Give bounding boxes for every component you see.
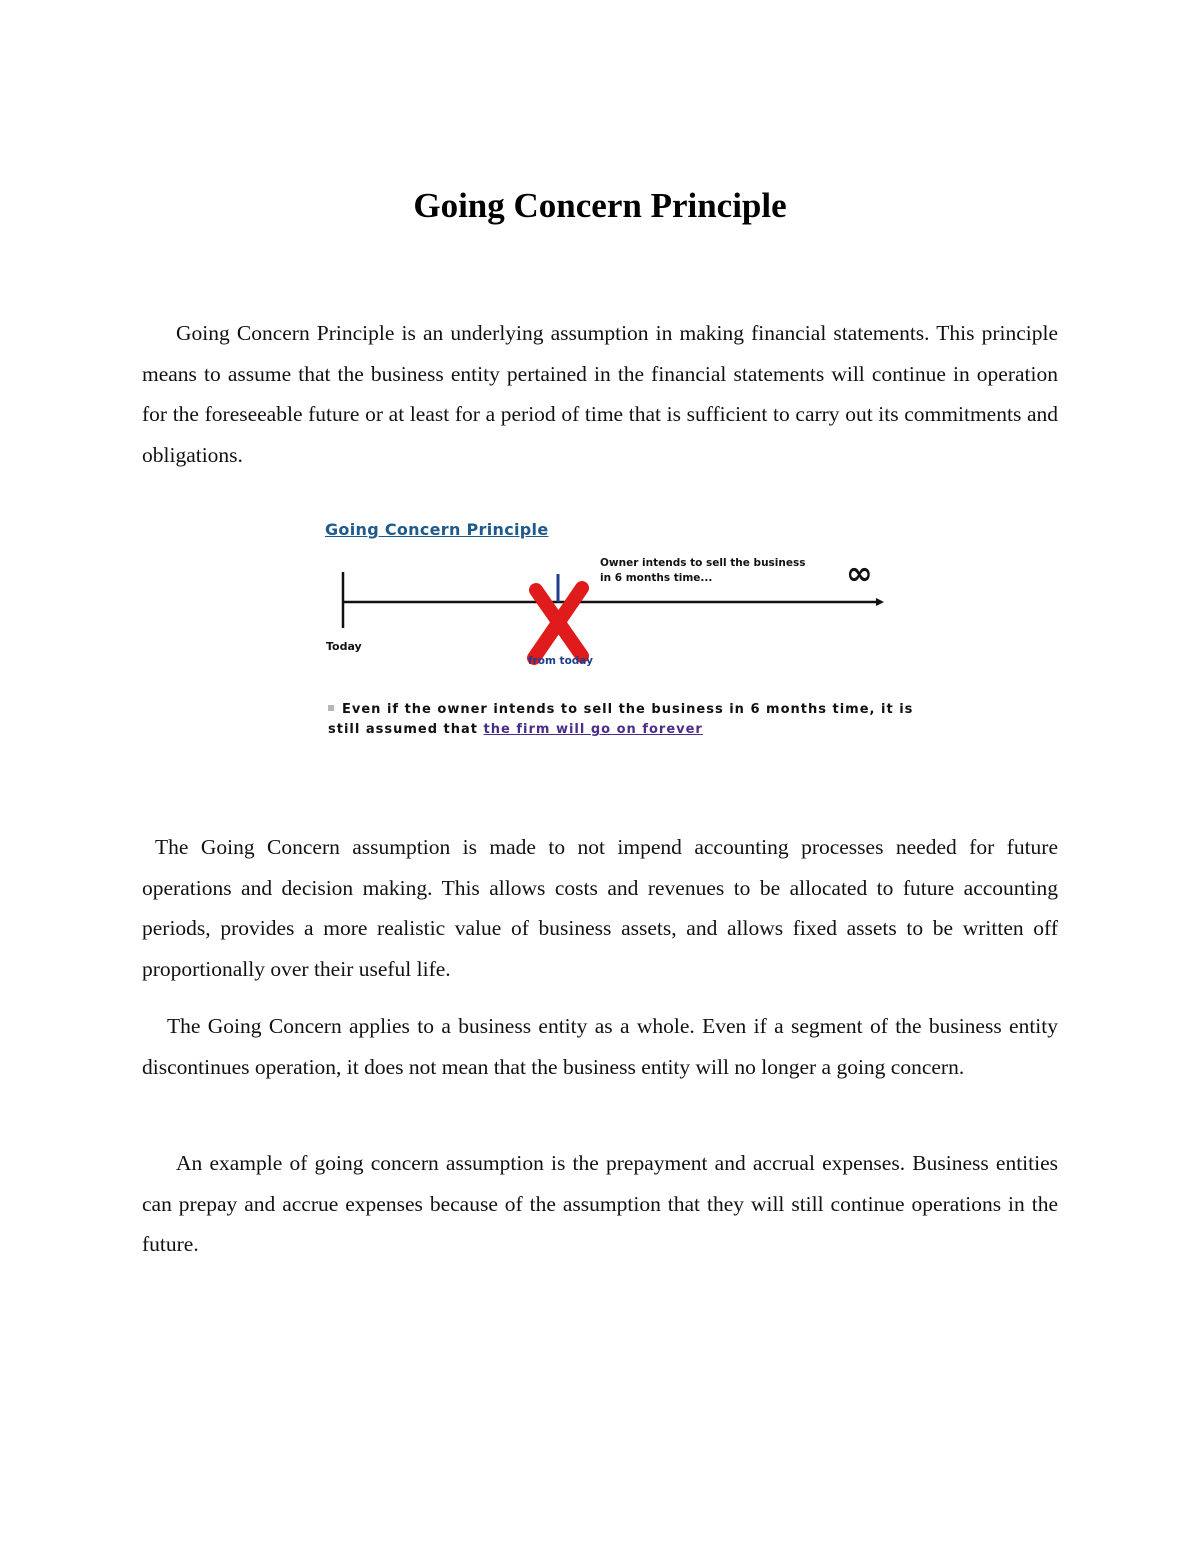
forever-link: the firm will go on forever: [483, 722, 703, 737]
bullet-text: Even if the owner intends to sell the business in 6 months time, it is still assumed that: [328, 702, 914, 737]
from-today-label: from today: [528, 655, 593, 667]
going-concern-figure: [318, 512, 918, 752]
infinity-icon: ∞: [846, 554, 873, 592]
bullet-icon: [328, 705, 334, 711]
owner-note: Owner intends to sell the business in 6 months time...: [600, 557, 806, 584]
paragraph-definition: Going Concern Principle is an underlying assumption in making financial statements. This principle means to assume that the business entity pertained in the financial statements will continue in operation for the foreseeable future or at least for a period of time that is sufficient to carry out its commitments and obligations.: [142, 321, 1058, 467]
figure-bullet: [328, 700, 918, 740]
paragraph-purpose: The Going Concern assumption is made to not impend accounting processes needed for future operations and decision making. This allows costs and revenues to be allocated to future accounting periods, provides a more realistic value of business assets, and allows fixed assets to be written off proportionally over their useful life.: [142, 835, 1058, 981]
today-label: Today: [326, 640, 362, 653]
figure-title: Going Concern Principle: [325, 520, 549, 539]
page-title: Going Concern Principle: [413, 186, 787, 225]
timeline-arrowhead: [876, 598, 884, 606]
paragraph-whole-entity: The Going Concern applies to a business entity as a whole. Even if a segment of the business entity discontinues operation, it does not mean that the business entity will no longer a going concern.: [142, 1014, 1058, 1079]
paragraph-example: An example of going concern assumption is the prepayment and accrual expenses. Business entities can prepay and accrue expenses because of the assumption that they will still continue operations in the future.: [142, 1151, 1058, 1256]
